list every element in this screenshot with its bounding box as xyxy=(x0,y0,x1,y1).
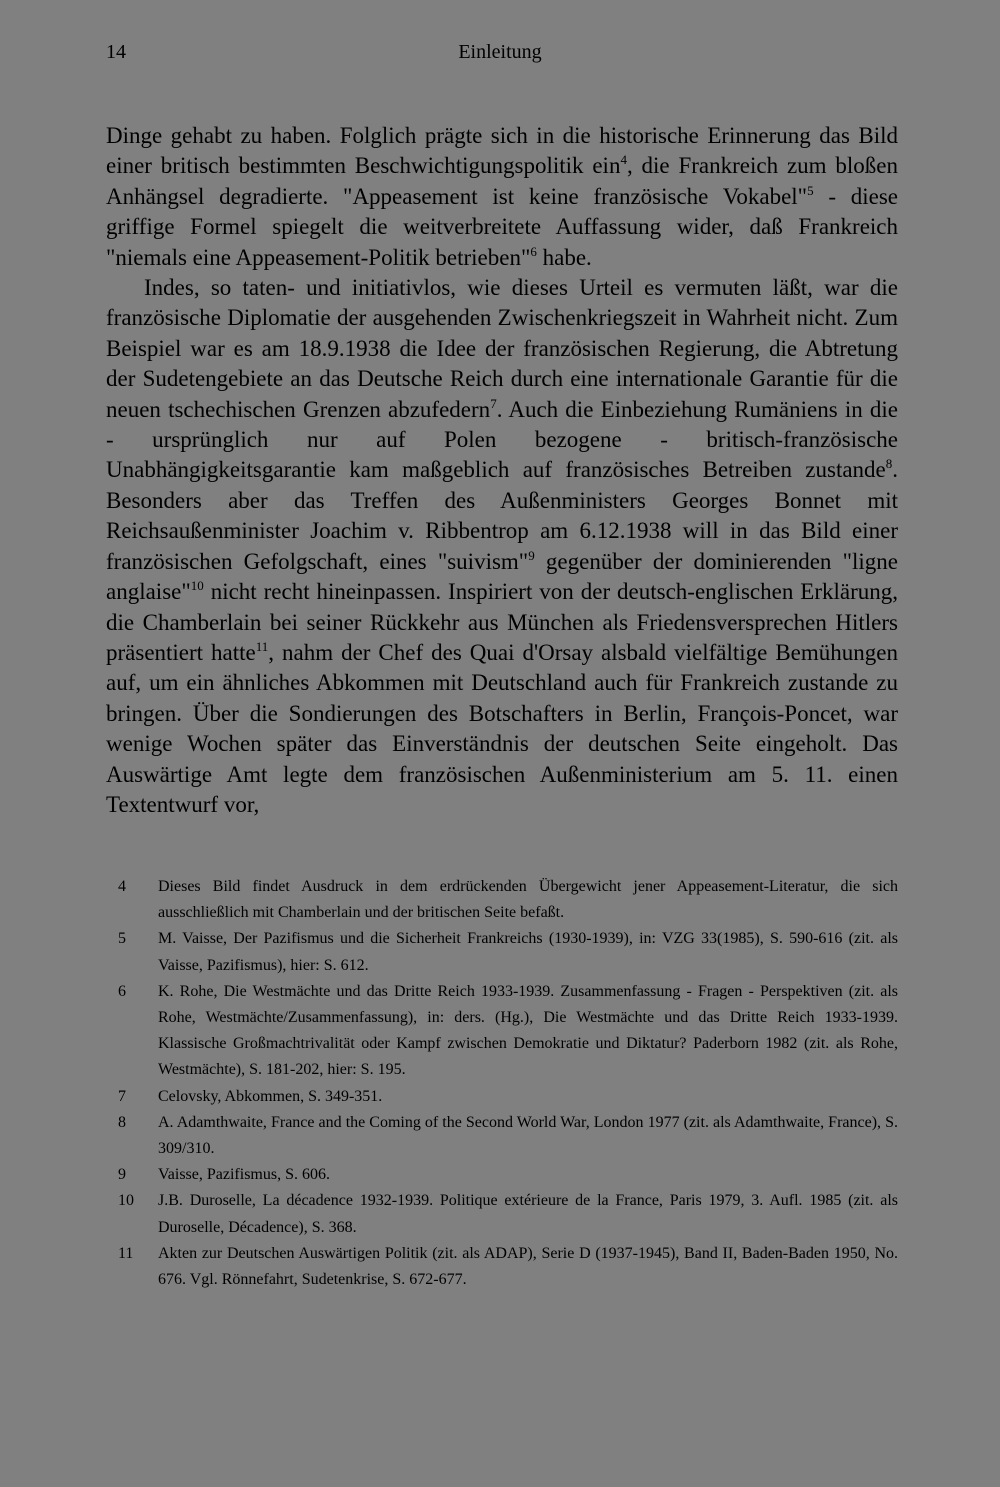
page-number: 14 xyxy=(106,41,126,63)
footnote-number: 10 xyxy=(118,1192,134,1210)
footnote-text: Dieses Bild findet Ausdruck in dem erdrückenden Übergewicht jener Appeasement-Literatur, die sich ausschließlich mit Chamberlain und der britischen Seite befaßt. xyxy=(158,878,898,922)
running-head: Einleitung xyxy=(458,41,542,63)
footnote-number: 4 xyxy=(118,878,126,895)
footnote xyxy=(106,1084,898,1110)
footnote xyxy=(106,979,898,1084)
footnotes xyxy=(106,874,898,1293)
text-run: , die Frankreich zum bloßen Anhängsel degradierte. "Appeasement ist keine französische Vokabel" xyxy=(106,153,898,209)
footnote-ref[interactable]: 6 xyxy=(530,243,537,259)
footnote-text: J.B. Duroselle, La décadence 1932-1939. Politique extérieure de la France, Paris 1979, 3. Aufl. 1985 (zit. als Duroselle, Décadence), S. 368. xyxy=(158,1192,898,1236)
footnote-text: K. Rohe, Die Westmächte und das Dritte Reich 1933-1939. Zusammenfassung - Fragen - Perspektiven (zit. als Rohe, Westmächte/Zusammenfassung), in: ders. (Hg.), Die Westmächte und das Dritte Reich 1933-1939. Klassische Großmachtrivalität oder Kampf zwischen Demokratie und Diktatur? Paderborn 1982 (zit. als Rohe, Westmächte), S. 181-202, hier: S. 195. xyxy=(158,982,898,1079)
footnote xyxy=(106,1162,898,1188)
footnote-number: 11 xyxy=(118,1244,134,1262)
text-run: . Besonders aber das Treffen des Außenministers Georges Bonnet mit Reichsaußenminister Joachim v. Ribbentrop am 6.12.1938 will in das Bild einer französischen Gefolgschaft, eines "suivism" xyxy=(106,457,898,574)
footnote-number: 7 xyxy=(118,1087,126,1105)
footnote-ref[interactable]: 5 xyxy=(807,182,814,198)
text-run: . Auch die Einbeziehung Rumäniens in die - ursprünglich nur auf Polen bezogene - britisch-französische Unabhängigkeitsgarantie kam maßgeblich auf französisches Betreiben zustande xyxy=(106,396,898,483)
paragraph-2 xyxy=(106,273,898,820)
footnote-number: 5 xyxy=(118,930,126,948)
footnote-ref[interactable]: 4 xyxy=(620,152,627,168)
text-run: nicht recht hineinpassen. Inspiriert von der deutsch-englischen Erklärung, die Chamberlain bei seiner Rückkehr aus München als Friedensversprechen Hitlers präsentiert hatte xyxy=(106,579,898,665)
footnote-ref[interactable]: 7 xyxy=(490,395,497,411)
footnote-number: 6 xyxy=(118,982,126,1000)
footnote xyxy=(106,926,898,978)
text-run: Indes, so taten- und initiativlos, wie dieses Urteil es vermuten läßt, war die französische Diplomatie der ausgehenden Zwischenkriegszeit in Wahrheit nicht. Zum Beispiel war es am 18.9.1938 die Idee der französischen Regierung, die Abtretung der Sudetengebiete an das Deutsche Reich durch eine internationale Garantie für die neuen tschechischen Grenzen abzufedern xyxy=(106,275,898,422)
body-text xyxy=(106,121,898,820)
footnote-number: 9 xyxy=(118,1166,126,1184)
footnote xyxy=(106,1241,898,1293)
text-run: gegenüber der dominierenden "ligne anglaise" xyxy=(106,548,898,605)
footnote-ref[interactable]: 8 xyxy=(885,456,893,472)
text-run: habe. xyxy=(536,244,592,270)
text-run: Dinge gehabt zu haben. Folglich prägte sich in die historische Erinnerung das Bild einer britisch bestimmten Beschwichtigungspolitik ein xyxy=(106,123,898,179)
footnote-text: A. Adamthwaite, France and the Coming of the Second World War, London 1977 (zit. als Adamthwaite, France), S. 309/310. xyxy=(158,1113,898,1158)
footnote-number: 8 xyxy=(118,1113,126,1131)
footnote xyxy=(106,874,898,926)
text-run: - diese griffige Formel spiegelt die weitverbreitete Auffassung wider, daß Frankreich "niemals eine Appeasement-Politik betrieben" xyxy=(106,183,898,270)
footnote xyxy=(106,1188,898,1240)
footnote xyxy=(106,1110,898,1162)
text-run: , nahm der Chef des Quai d'Orsay alsbald vielfältige Bemühungen auf, um ein ähnliches Abkommen mit Deutschland auch für Frankreich zustande zu bringen. Über die Sondierungen des Botschafters in Berlin, François-Poncet, war wenige Wochen später das Einverständnis der deutschen Seite eingeholt. Das Auswärtige Amt legte dem französischen Außenministerium am 5. 11. einen Textentwurf vor, xyxy=(106,639,898,817)
footnote-text: Celovsky, Abkommen, S. 349-351. xyxy=(158,1087,383,1105)
footnote-text: Vaisse, Pazifismus, S. 606. xyxy=(158,1166,330,1184)
paragraph-1 xyxy=(106,121,898,273)
footnote-ref[interactable]: 9 xyxy=(528,547,535,563)
footnote-ref[interactable]: 10 xyxy=(190,578,204,594)
footnote-text: Akten zur Deutschen Auswärtigen Politik (zit. als ADAP), Serie D (1937-1945), Band II, Baden-Baden 1950, No. 676. Vgl. Rönnefahrt, Sudetenkrise, S. 672-677. xyxy=(158,1244,898,1289)
footnote-text: M. Vaisse, Der Pazifismus und die Sicherheit Frankreichs (1930-1939), in: VZG 33(1985), S. 590-616 (zit. als Vaisse, Pazifismus), hier: S. 612. xyxy=(158,930,898,974)
footnote-ref[interactable]: 11 xyxy=(255,638,269,654)
